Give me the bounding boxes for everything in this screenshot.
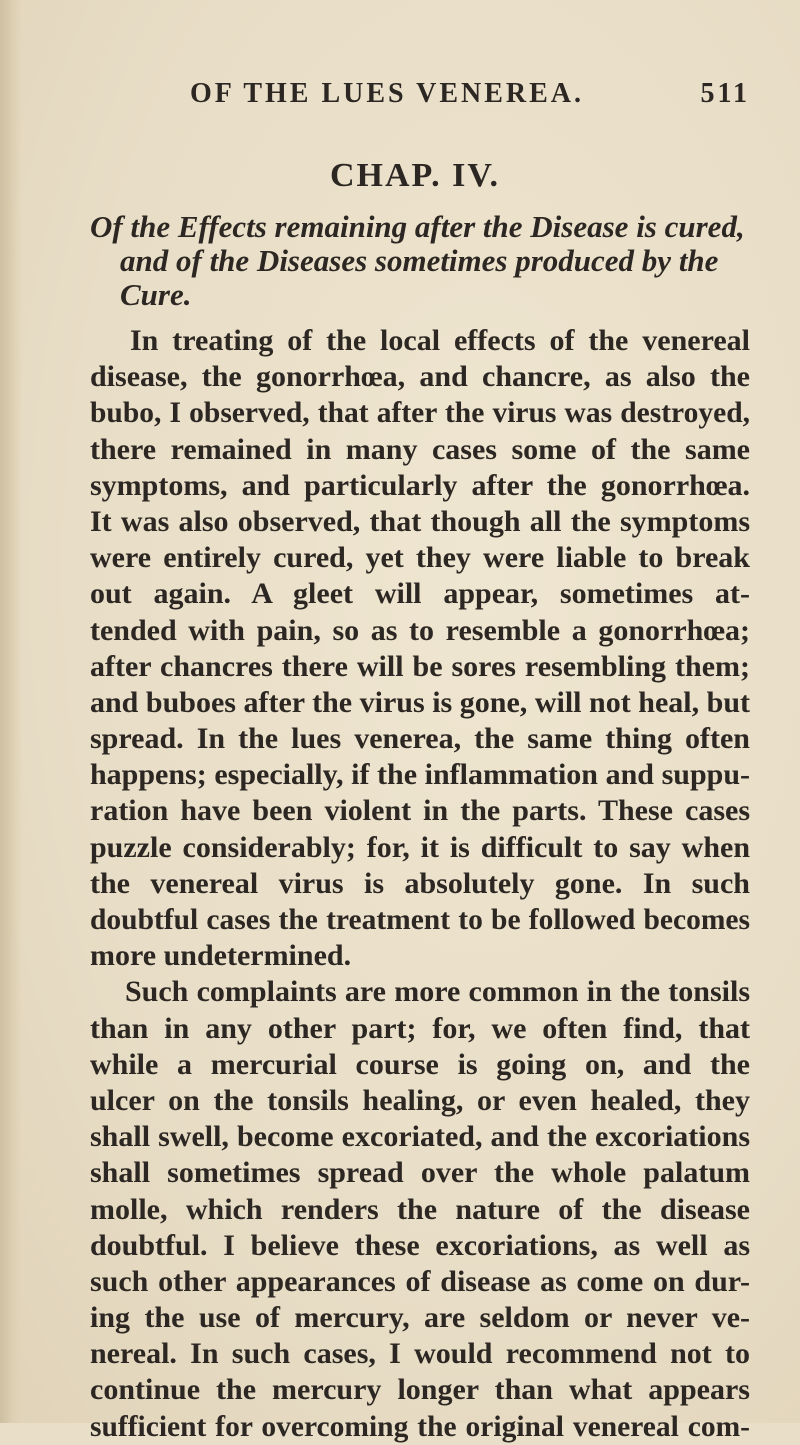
running-head-title: OF THE LUES VENEREA. xyxy=(190,78,585,109)
text-line: tended with pain, so as to resemble a gonorrhœa; xyxy=(90,613,750,647)
text-line: the venereal virus is absolutely gone. In such xyxy=(90,866,750,900)
text-line: bubo, I observed, that after the virus was destroyed, xyxy=(90,397,750,430)
chapter-subtitle-line: Of the Effects remaining after the Disease is cured, xyxy=(90,209,745,244)
text-line: happens; especially, if the inflammation and suppu- xyxy=(90,758,750,792)
text-line: after chancres there will be sores resembling them; xyxy=(90,649,750,683)
page-number: 511 xyxy=(700,78,750,109)
text-line: ulcer on the tonsils healing, or even healed, they xyxy=(90,1083,750,1117)
text-line: than in any other part; for, we often find, that xyxy=(90,1011,750,1045)
text-line: puzzle considerably; for, it is difficult to say when xyxy=(90,830,750,864)
text-line: out again. A gleet will appear, sometimes at- xyxy=(90,577,750,611)
text-line: molle, which renders the nature of the disease xyxy=(90,1192,750,1226)
text-line: In treating of the local effects of the venereal xyxy=(130,324,750,357)
text-line: continue the mercury longer than what appears xyxy=(90,1373,750,1407)
text-line: were entirely cured, yet they were liable to break xyxy=(90,541,750,575)
text-line: doubtful cases the treatment to be followed becomes xyxy=(90,904,750,936)
chapter-subtitle-line: and of the Diseases sometimes produced by the xyxy=(120,243,719,278)
chapter-heading: CHAP. IV. xyxy=(329,157,501,194)
text-line: sufficient for overcoming the original venereal com- xyxy=(90,1410,750,1443)
text-line: shall swell, become excoriated, and the excoriations xyxy=(90,1120,750,1154)
text-line: such other appearances of disease as come on dur- xyxy=(90,1264,750,1298)
text-line: disease, the gonorrhœa, and chancre, as also the xyxy=(90,360,750,394)
text-line: spread. In the lues venerea, the same thing often xyxy=(90,722,750,756)
text-line: symptoms, and particularly after the gonorrhœa. xyxy=(90,468,750,502)
text-line: and buboes after the virus is gone, will not heal, but xyxy=(90,685,750,719)
text-line: doubtful. I believe these excoriations, as well as xyxy=(90,1228,750,1262)
text-line: while a mercurial course is going on, and the xyxy=(90,1047,750,1081)
text-line: It was also observed, that though all the symptoms xyxy=(90,504,750,538)
chapter-subtitle-line: Cure. xyxy=(120,277,192,312)
body-text xyxy=(90,323,750,1445)
page-edge xyxy=(0,0,22,1423)
text-line: nereal. In such cases, I would recommend not to xyxy=(90,1337,750,1371)
text-line: ration have been violent in the parts. These cases xyxy=(90,794,750,828)
text-line: Such complaints are more common in the tonsils xyxy=(125,975,750,1009)
text-line: there remained in many cases some of the same xyxy=(90,432,750,466)
text-line: more undetermined. xyxy=(90,939,352,973)
text-line: ing the use of mercury, are seldom or never ve- xyxy=(90,1301,750,1335)
text-line: shall sometimes spread over the whole palatum xyxy=(90,1156,750,1190)
chapter-subtitle xyxy=(90,210,750,312)
running-head xyxy=(190,78,750,118)
